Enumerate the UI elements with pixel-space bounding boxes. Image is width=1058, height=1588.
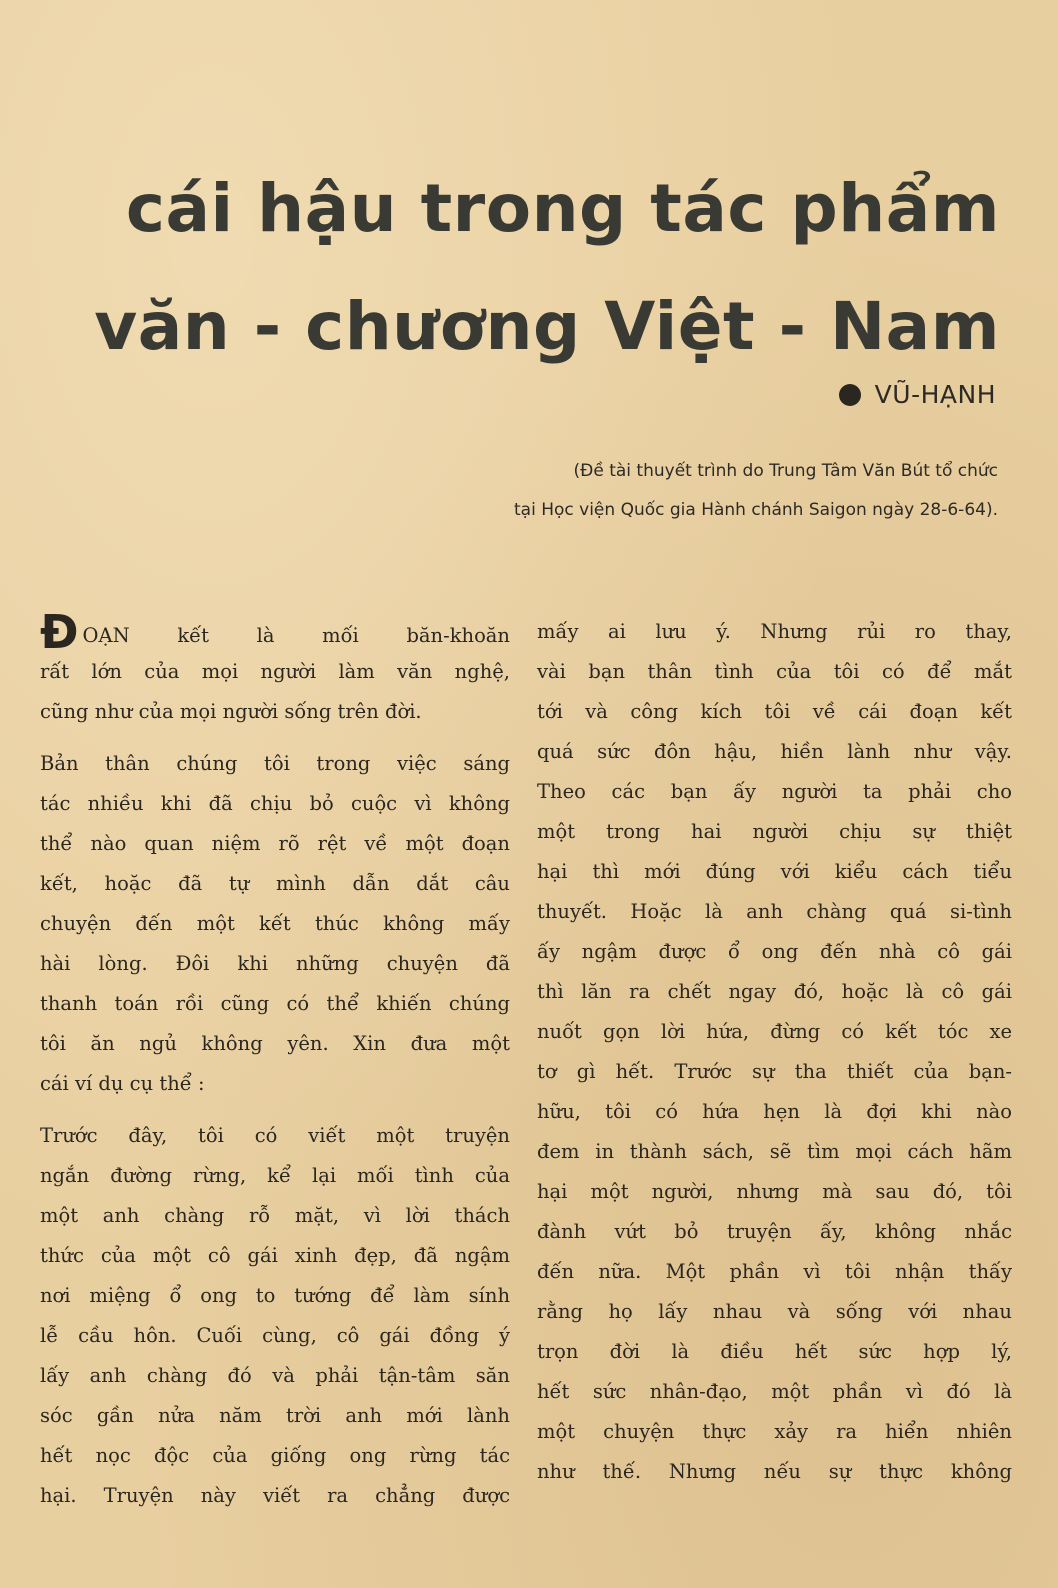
- drop-cap: Đ: [40, 605, 79, 659]
- text-line: rằng họ lấy nhau và sống với nhau: [537, 1300, 1012, 1323]
- text-line: một anh chàng rỗ mặt, vì lời thách: [40, 1204, 510, 1227]
- text-line: đem in thành sách, sẽ tìm mọi cách hãm: [537, 1140, 1012, 1163]
- text-line: hữu, tôi có hứa hẹn là đợi khi nào: [537, 1100, 1012, 1123]
- article-title: [94, 150, 1000, 386]
- text-line: cái ví dụ cụ thể :: [40, 1072, 205, 1095]
- text-line: nuốt gọn lời hứa, đừng có kết tóc xe: [537, 1020, 1012, 1043]
- note-line-2: tại Học viện Quốc gia Hành chánh Saigon ngày 28-6-64).: [514, 500, 998, 520]
- text-line: lễ cầu hôn. Cuối cùng, cô gái đồng ý: [40, 1324, 510, 1347]
- text-line: rất lớn của mọi người làm văn nghệ,: [40, 660, 510, 683]
- text-line: lấy anh chàng đó và phải tận-tâm săn: [40, 1364, 510, 1387]
- text-line: đành vứt bỏ truyện ấy, không nhắc: [537, 1220, 1012, 1243]
- text-line: hại thì mới đúng với kiểu cách tiểu: [537, 860, 1012, 883]
- text-line: Theo các bạn ấy người ta phải cho: [537, 780, 1012, 803]
- left-column: [40, 605, 510, 1516]
- title-line-1: cái hậu trong tác phẩm: [125, 170, 1000, 247]
- text-line: cũng như của mọi người sống trên đời.: [40, 700, 422, 723]
- text-line: vài bạn thân tình của tôi có để mắt: [537, 660, 1012, 683]
- note-line-1: (Đề tài thuyết trình do Trung Tâm Văn Bút tổ chức: [573, 461, 998, 481]
- text-line: hết nọc độc của giống ong rừng tác: [40, 1444, 510, 1467]
- text-line: tôi ăn ngủ không yên. Xin đưa một: [40, 1032, 510, 1055]
- text-line: một chuyện thực xảy ra hiển nhiên: [537, 1420, 1012, 1443]
- text-line: hết sức nhân-đạo, một phần vì đó là: [537, 1380, 1012, 1403]
- text-line: chuyện đến một kết thúc không mấy: [40, 912, 510, 935]
- bullet-icon: [839, 384, 861, 406]
- text-line: hài lòng. Đôi khi những chuyện đã: [40, 952, 510, 975]
- text-line: thức của một cô gái xinh đẹp, đã ngậm: [40, 1244, 510, 1267]
- text-line: kết, hoặc đã tự mình dẫn dắt câu: [40, 872, 510, 895]
- text-line: hại. Truyện này viết ra chẳng được: [40, 1484, 510, 1507]
- text-line: thể nào quan niệm rõ rệt về một đoạn: [40, 832, 510, 855]
- text-line: nơi miệng ổ ong to tướng để làm sính: [40, 1284, 510, 1307]
- text-line: [40, 605, 510, 659]
- text-line-content: OẠN kết là mối băn-khoăn: [82, 624, 510, 647]
- right-column: [537, 612, 1012, 1492]
- text-line: sóc gần nửa năm trời anh mới lành: [40, 1404, 510, 1427]
- text-line: tác nhiều khi đã chịu bỏ cuộc vì không: [40, 792, 510, 815]
- text-line: ngắn đường rừng, kể lại mối tình của: [40, 1164, 510, 1187]
- text-line: thì lăn ra chết ngay đó, hoặc là cô gái: [537, 980, 1012, 1003]
- author-byline: [839, 380, 996, 409]
- text-line: như thế. Nhưng nếu sự thực không: [537, 1460, 1012, 1483]
- title-line-2: văn - chương Việt - Nam: [94, 288, 1000, 365]
- text-line: một trong hai người chịu sự thiệt: [537, 820, 1012, 843]
- text-line: Bản thân chúng tôi trong việc sáng: [40, 752, 510, 775]
- text-line: hại một người, nhưng mà sau đó, tôi: [537, 1180, 1012, 1203]
- text-line: tơ gì hết. Trước sự tha thiết của bạn-: [537, 1060, 1012, 1083]
- text-line: ấy ngậm được ổ ong đến nhà cô gái: [537, 940, 1012, 963]
- text-line: Trước đây, tôi có viết một truyện: [40, 1124, 510, 1147]
- author-name: VŨ-HẠNH: [874, 380, 996, 409]
- text-line: mấy ai lưu ý. Nhưng rủi ro thay,: [537, 620, 1012, 643]
- text-line: quá sức đôn hậu, hiền lành như vậy.: [537, 740, 1012, 763]
- text-line: thuyết. Hoặc là anh chàng quá si-tình: [537, 900, 1012, 923]
- lecture-note: [378, 452, 998, 530]
- text-line: trọn đời là điều hết sức hợp lý,: [537, 1340, 1012, 1363]
- text-line: đến nữa. Một phần vì tôi nhận thấy: [537, 1260, 1012, 1283]
- text-line: tới và công kích tôi về cái đoạn kết: [537, 700, 1012, 723]
- text-line: thanh toán rồi cũng có thể khiến chúng: [40, 992, 510, 1015]
